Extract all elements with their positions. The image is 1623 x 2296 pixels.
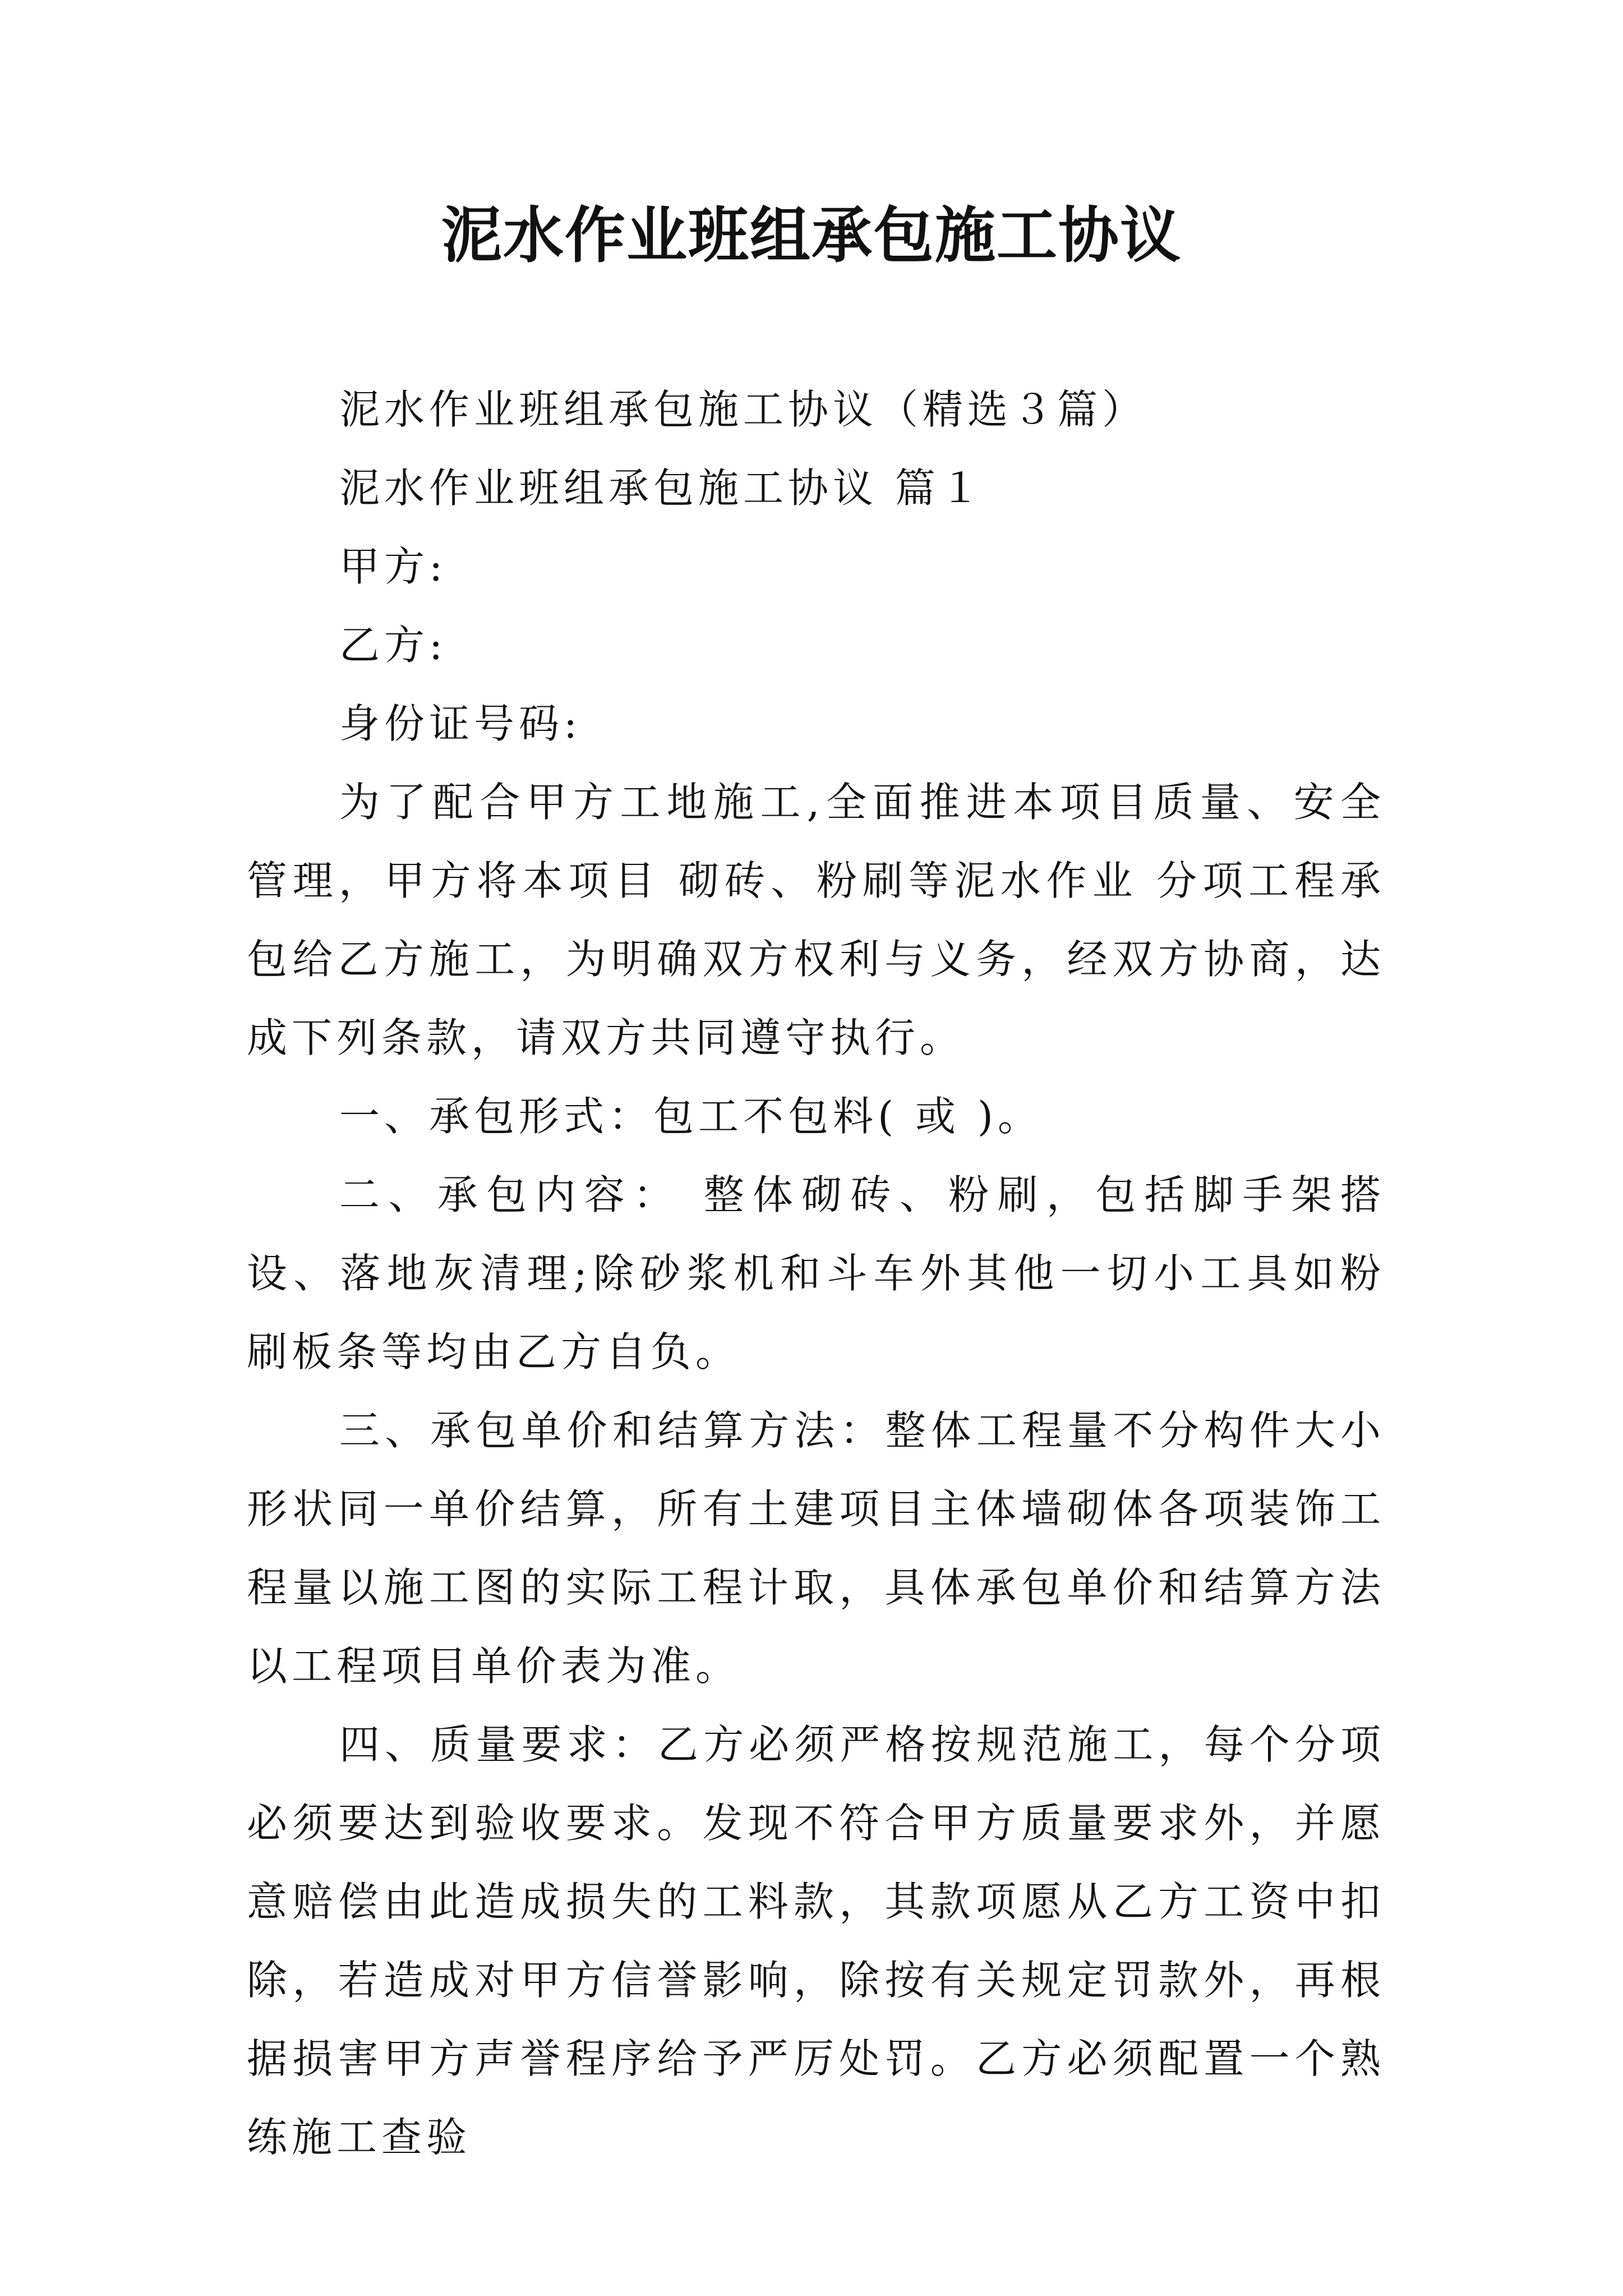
clause-4: 四、质量要求：乙方必须严格按规范施工，每个分项必须要达到验收要求。发现不符合甲方质量要求外，并愿意赔偿由此造成损失的工料款，其款项愿从乙方工资中扣除，若造成对甲方信誉影响，除按有关规定罚款外，再根据损害甲方声誉程序给予严厉处罚。乙方必须配置一个熟练施工查验 [247,1721,1385,2161]
id-number-field: 身份证号码: [339,700,582,747]
intro-paragraph: 为了配合甲方工地施工,全面推进本项目质量、安全管理，甲方将本项目 砌砖、粉刷等泥水作业 分项工程承包给乙方施工，为明确双方权利与义务，经双方协商，达成下列条款，请双方共同遵守执行。 [247,779,1385,1061]
clause-2: 二、承包内容： 整体砌砖、粉刷，包括脚手架搭设、落地灰清理;除砂浆机和斗车外其他一切小工具如粉刷板条等均由乙方自负。 [247,1171,1385,1375]
document-title: 泥水作业班组承包施工协议 [441,200,1182,271]
party-a-field: 甲方: [339,543,448,590]
section-heading: 泥水作业班组承包施工协议 篇１ [339,464,985,512]
party-b-field: 乙方: [339,622,448,669]
document-subtitle: 泥水作业班组承包施工协议（精选３篇） [339,386,1147,433]
clause-3: 三、承包单价和结算方法：整体工程量不分构件大小形状同一单价结算，所有土建项目主体墙砌体各项装饰工程量以施工图的实际工程计取，具体承包单价和结算方法以工程项目单价表为准。 [247,1407,1385,1690]
document-body [247,370,1385,2177]
clause-1: 一、承包形式：包工不包料( 或 )。 [339,1093,1043,1140]
